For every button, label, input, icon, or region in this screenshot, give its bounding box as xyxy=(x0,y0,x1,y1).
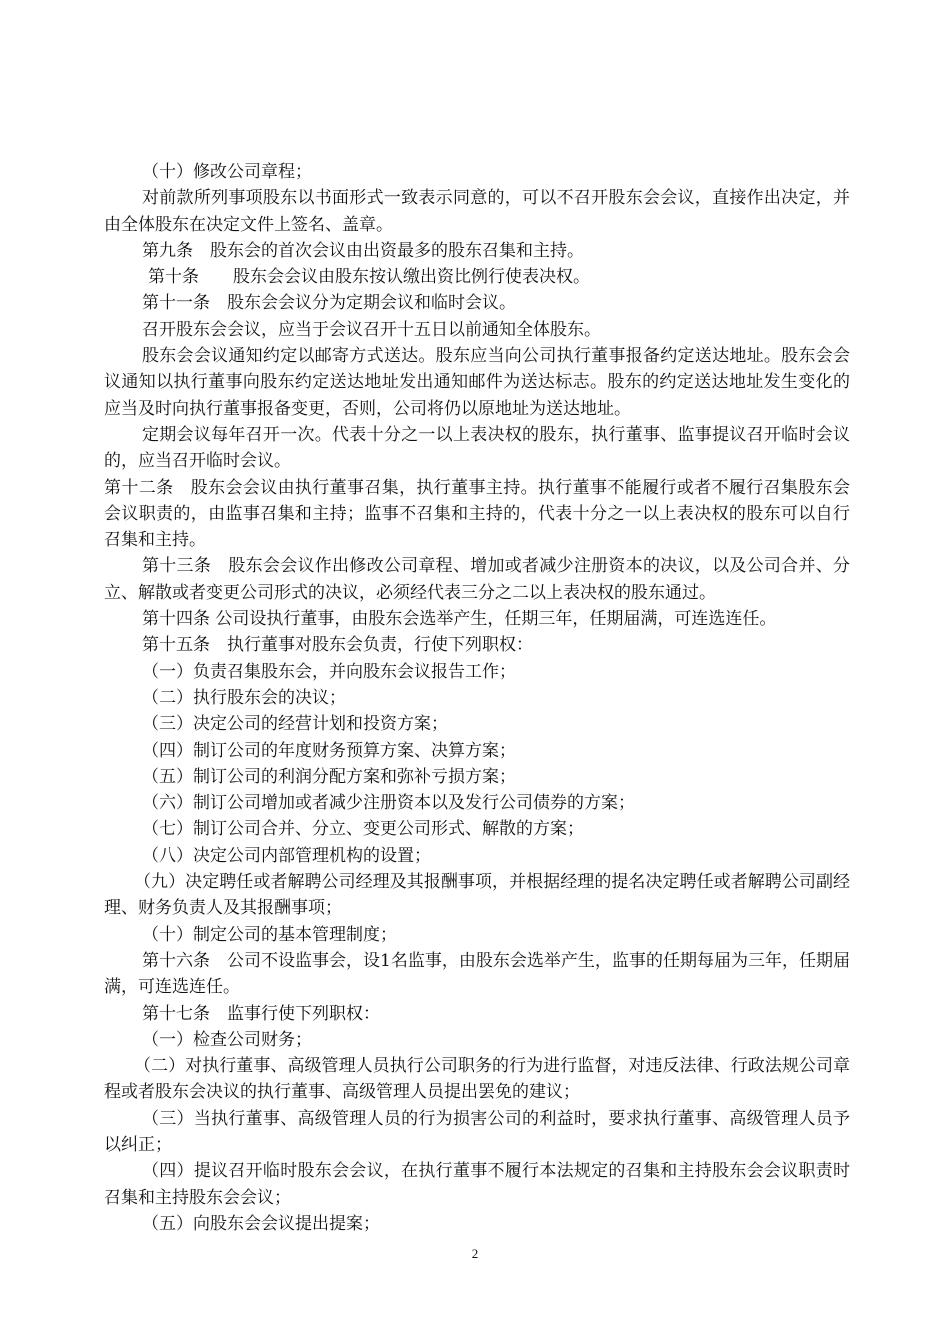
paragraph: 召开股东会会议，应当于会议召开十五日以前通知全体股东。 xyxy=(142,319,601,340)
paragraph: （二）对执行董事、高级管理人员执行公司职务的行为进行监督，对违反法律、行政法规公司章程或者股东会决议的执行董事、高级管理人员提出罢免的建议； xyxy=(104,1056,850,1103)
paragraph: （五）向股东会会议提出提案； xyxy=(142,1213,380,1234)
paragraph: 第十一条 股东会会议分为定期会议和临时会议。 xyxy=(142,293,516,314)
paragraph: （十）修改公司章程； xyxy=(142,162,312,182)
paragraph: 第十五条 执行董事对股东会负责，行使下列职权： xyxy=(142,635,533,656)
paragraph: 第十条 股东会会议由股东按认缴出资比例行使表决权。 xyxy=(148,267,590,288)
paragraph: （一）检查公司财务； xyxy=(142,1029,312,1050)
paragraph: 股东会会议通知约定以邮寄方式送达。股东应当向公司执行董事报备约定送达地址。股东会会议通知以执行董事向股东约定送达地址发出通知邮件为送达标志。股东的约定送达地址发生变化的应当及时向执行董事报备变更，否则，公司将仍以原地址为送达地址。 xyxy=(104,346,850,419)
paragraph: （一）负责召集股东会，并向股东会议报告工作； xyxy=(142,661,516,682)
paragraph: 定期会议每年召开一次。代表十分之一以上表决权的股东，执行董事、监事提议召开临时会议的，应当召开临时会议。 xyxy=(104,424,850,472)
paragraph: 第十六条 公司不设监事会，设1名监事，由股东会选举产生，监事的任期每届为三年，任期届满，可连选连任。 xyxy=(104,950,850,998)
paragraph: （九）决定聘任或者解聘公司经理及其报酬事项，并根据经理的提名决定聘任或者解聘公司副经理、财务负责人及其报酬事项； xyxy=(104,872,850,919)
paragraph: （七）制订公司合并、分立、变更公司形式、解散的方案； xyxy=(142,819,584,840)
paragraph: （二）执行股东会的决议； xyxy=(142,687,346,708)
paragraph: 对前款所列事项股东以书面形式一致表示同意的，可以不召开股东会会议，直接作出决定，并由全体股东在决定文件上签名、盖章。 xyxy=(104,188,850,235)
paragraph: （十）制定公司的基本管理制度； xyxy=(142,924,397,945)
paragraph: （四）提议召开临时股东会会议，在执行董事不履行本法规定的召集和主持股东会会议职责时召集和主持股东会会议； xyxy=(104,1161,850,1208)
paragraph: （三）决定公司的经营计划和投资方案； xyxy=(142,714,448,735)
paragraph: （八）决定公司内部管理机构的设置； xyxy=(142,845,431,866)
paragraph: 第九条 股东会的首次会议由出资最多的股东召集和主持。 xyxy=(142,240,584,261)
paragraph: （五）制订公司的利润分配方案和弥补亏损方案； xyxy=(142,766,516,787)
document-body xyxy=(104,159,850,1237)
paragraph: （四）制订公司的年度财务预算方案、决算方案； xyxy=(142,740,516,761)
paragraph: （三）当执行董事、高级管理人员的行为损害公司的利益时，要求执行董事、高级管理人员予以纠正； xyxy=(104,1108,850,1155)
paragraph: 第十七条 监事行使下列职权： xyxy=(142,1003,380,1024)
paragraph: （六）制订公司增加或者减少注册资本以及发行公司债券的方案； xyxy=(142,793,635,814)
page-number: 2 xyxy=(471,1246,479,1261)
paragraph: 第十三条 股东会会议作出修改公司章程、增加或者减少注册资本的决议，以及公司合并、分立、解散或者变更公司形式的决议，必须经代表三分之二以上表决权的股东通过。 xyxy=(104,556,850,603)
paragraph: 第十二条 股东会会议由执行董事召集，执行董事主持。执行董事不能履行或者不履行召集股东会会议职责的，由监事召集和主持；监事不召集和主持的，代表十分之一以上表决权的股东可以自行召集和主持。 xyxy=(104,477,850,551)
paragraph: 第十四条 公司设执行董事，由股东会选举产生，任期三年，任期届满，可连选连任。 xyxy=(142,609,777,630)
